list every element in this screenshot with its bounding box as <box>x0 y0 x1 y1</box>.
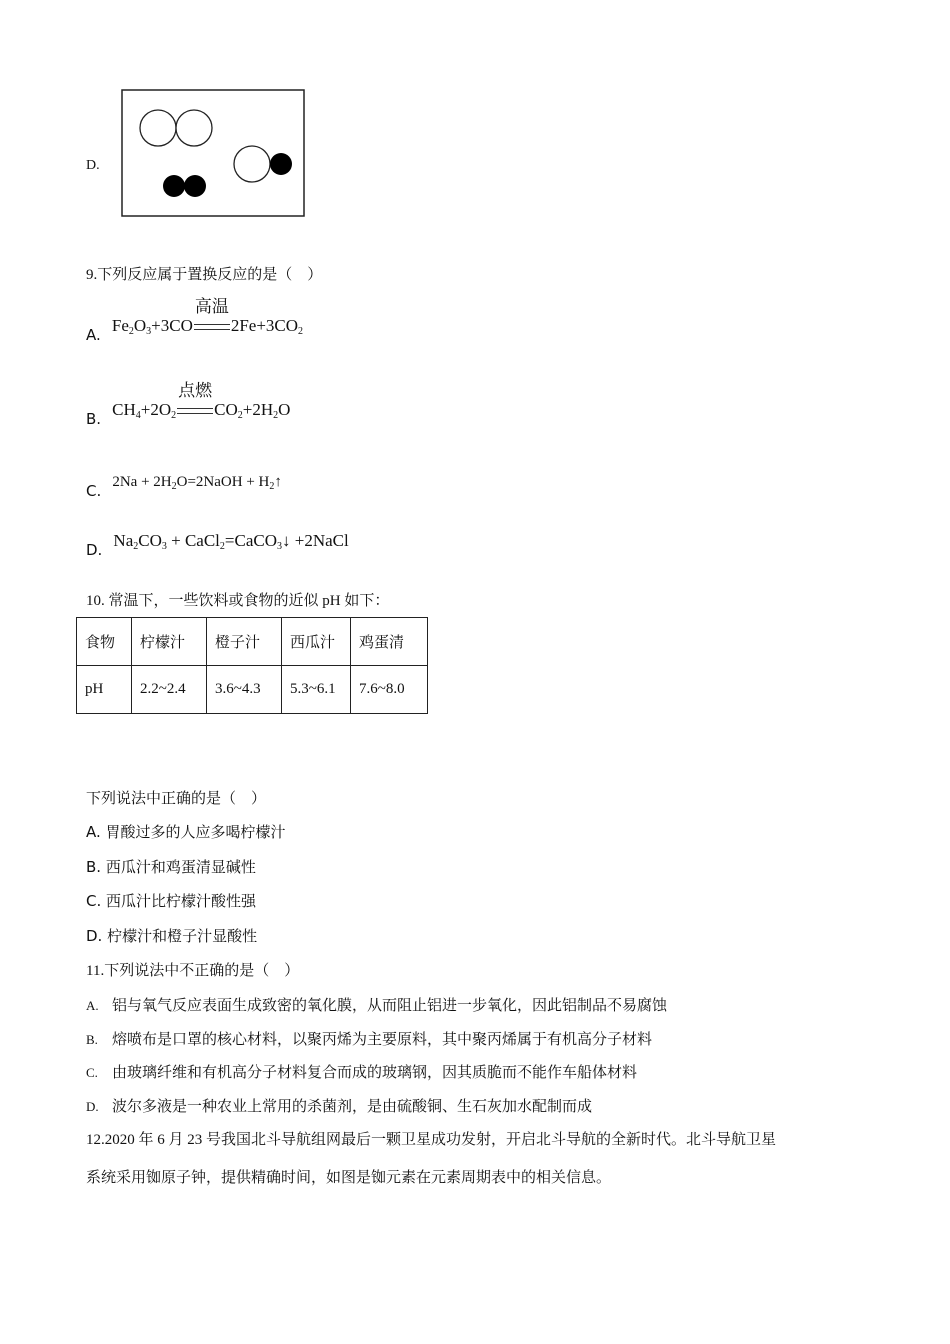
black-atom <box>163 175 185 197</box>
option-letter: D. <box>86 1099 99 1114</box>
option-text: 西瓜汁比柠檬汁酸性强 <box>106 894 257 910</box>
q11-option-d[interactable] <box>86 1095 592 1116</box>
table-cell: pH <box>77 666 132 714</box>
option-text: 胃酸过多的人应多喝柠檬汁 <box>105 825 286 841</box>
q10-prompt: 下列说法中正确的是（ ） <box>86 791 267 807</box>
formula-c: $2Na + 2H_2O=2NaOH$ + $H_2↑$ <box>112 474 282 492</box>
table-cell: 2.2~2.4 <box>132 666 207 714</box>
q9-option-c[interactable] <box>86 471 282 500</box>
q9-option-a[interactable] <box>86 297 304 344</box>
ph-table <box>76 617 428 714</box>
table-cell: 鸡蛋清 <box>351 618 428 666</box>
option-letter: B. <box>86 410 102 428</box>
option-letter: A. <box>86 998 99 1013</box>
table-cell: 3.6~4.3 <box>207 666 282 714</box>
option-letter: C. <box>86 892 102 910</box>
option-letter: A. <box>86 823 101 841</box>
option-text: 熔喷布是口罩的核心材料，以聚丙烯为主要原料，其中聚丙烯属于有机高分子材料 <box>112 1032 653 1048</box>
table-cell: 西瓜汁 <box>282 618 351 666</box>
q9-option-b[interactable] <box>86 381 291 428</box>
q9-option-d[interactable] <box>86 531 349 559</box>
black-atom <box>184 175 206 197</box>
option-letter: B. <box>86 1032 98 1047</box>
q12-stem-line-2: 系统采用铷原子钟，提供精确时间，如图是铷元素在元素周期表中的相关信息。 <box>86 1170 612 1186</box>
table-cell: 5.3~6.1 <box>282 666 351 714</box>
option-letter: B. <box>86 858 102 876</box>
table-row <box>77 666 428 714</box>
table-cell: 橙子汁 <box>207 618 282 666</box>
option-text: 由玻璃纤维和有机高分子材料复合而成的玻璃钢，因其质脆而不能作车船体材料 <box>112 1065 638 1081</box>
formula-a: $Fe_2O_3+3CO$ 高温 $2Fe+3CO_2$ <box>111 297 304 337</box>
option-text: 波尔多液是一种农业上常用的杀菌剂，是由硫酸铜、生石灰加水配制而成 <box>112 1099 593 1115</box>
table-cell: 柠檬汁 <box>132 618 207 666</box>
q10-option-b[interactable] <box>86 856 256 877</box>
table-cell: 7.6~8.0 <box>351 666 428 714</box>
q10-option-a[interactable] <box>86 821 286 842</box>
figure-frame <box>122 90 304 216</box>
black-atom <box>270 153 292 175</box>
reaction-condition: 高温 <box>194 316 230 336</box>
option-letter: D. <box>86 541 103 559</box>
formula-b: $CH_4+2O_2$ 点燃 $CO_2+2H_2O$ <box>112 381 291 421</box>
q10-stem: 10. 常温下，一些饮料或食物的近似 pH 如下： <box>86 593 390 609</box>
q11-stem: 11.下列说法中不正确的是（ ） <box>86 963 300 979</box>
q10-option-d[interactable] <box>86 925 257 946</box>
q9-stem: 9.下列反应属于置换反应的是（ ） <box>86 267 323 283</box>
white-atom <box>176 110 212 146</box>
q11-option-c[interactable] <box>86 1061 637 1082</box>
table-cell: 食物 <box>77 618 132 666</box>
formula-d: $Na_2CO_3$ + CaCl$_2$=CaCO$_3$↓ +2NaCl <box>113 531 349 552</box>
table-header-row <box>77 618 428 666</box>
option-letter: C. <box>86 1065 98 1080</box>
option-text: 柠檬汁和橙子汁显酸性 <box>107 929 258 945</box>
q11-option-b[interactable] <box>86 1028 652 1049</box>
option-letter: D. <box>86 927 103 945</box>
q8-option-d-label: D. <box>86 158 100 173</box>
white-atom <box>140 110 176 146</box>
option-text: 铝与氧气反应表面生成致密的氧化膜，从而阻止铝进一步氧化，因此铝制品不易腐蚀 <box>112 998 668 1014</box>
q12-stem-line-1: 12.2020 年 6 月 23 号我国北斗导航组网最后一颗卫星成功发射，开启北斗导航的全新时代。北斗导航卫星 <box>86 1132 777 1148</box>
molecule-model-figure <box>121 89 306 218</box>
q10-option-c[interactable] <box>86 890 256 911</box>
option-text: 西瓜汁和鸡蛋清显碱性 <box>105 860 256 876</box>
reaction-condition: 点燃 <box>177 400 213 420</box>
q11-option-a[interactable] <box>86 994 667 1015</box>
white-atom <box>234 146 270 182</box>
option-letter: A. <box>86 326 101 344</box>
option-letter: C. <box>86 482 102 500</box>
